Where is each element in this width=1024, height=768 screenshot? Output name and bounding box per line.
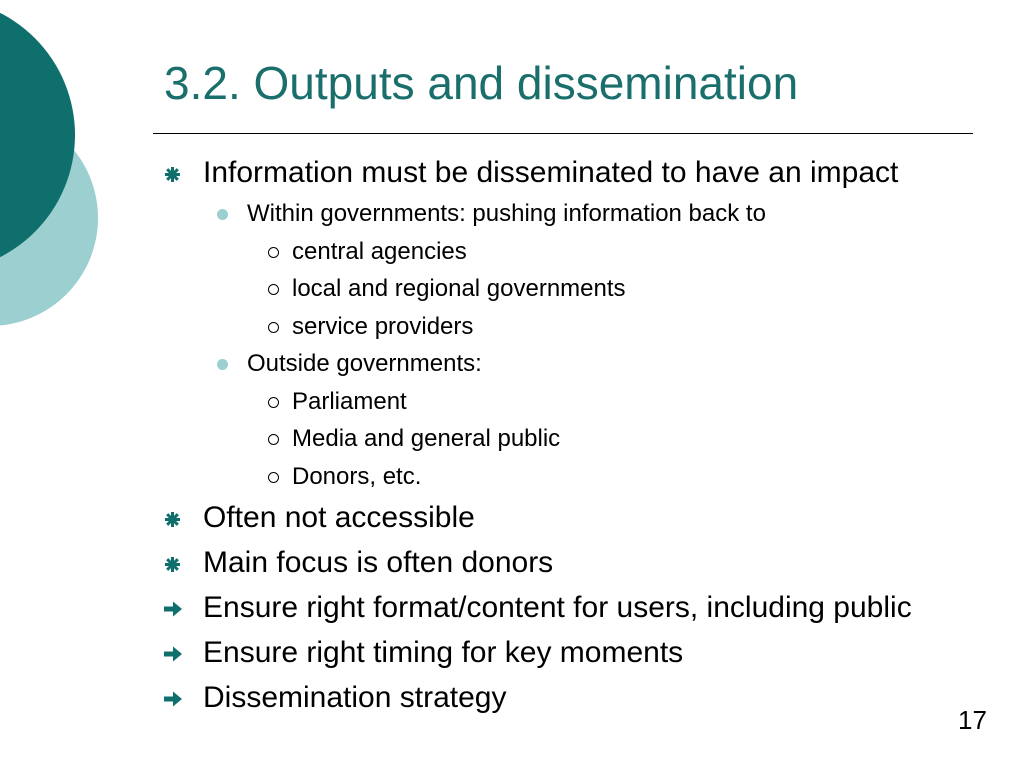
dot-bullet-icon xyxy=(217,359,228,370)
bullet-text: Often not accessible xyxy=(203,501,475,534)
title-divider xyxy=(153,133,973,134)
ring-bullet-icon xyxy=(268,434,279,445)
ring-bullet-icon xyxy=(268,247,279,258)
slide-title: 3.2. Outputs and dissemination xyxy=(164,57,799,109)
bullet-item xyxy=(292,274,626,304)
bullet-text: service providers xyxy=(292,313,474,340)
bullet-text: Within governments: pushing information back to xyxy=(247,200,766,227)
bullet-item xyxy=(247,349,482,379)
flower-bullet-icon xyxy=(165,167,180,182)
flower-bullet-icon xyxy=(165,512,180,527)
bullet-text: Outside governments: xyxy=(247,350,482,377)
bullet-text: central agencies xyxy=(292,238,467,265)
bullet-item xyxy=(292,312,473,342)
bullet-item xyxy=(292,237,467,267)
arrow-bullet-icon xyxy=(163,645,183,663)
bullet-text: Ensure right format/content for users, including public xyxy=(203,591,912,624)
ring-bullet-icon xyxy=(268,472,279,483)
arrow-bullet-icon xyxy=(163,690,183,708)
bullet-item xyxy=(292,387,407,417)
arrow-bullet-icon xyxy=(163,600,183,618)
ring-bullet-icon xyxy=(268,322,279,333)
bullet-item xyxy=(203,545,553,581)
bullet-text: local and regional governments xyxy=(292,275,626,302)
decorative-circles xyxy=(0,0,110,370)
bullet-text: Ensure right timing for key moments xyxy=(203,636,684,669)
bullet-item xyxy=(292,424,560,454)
bullet-text: Donors, etc. xyxy=(292,463,422,490)
bullet-item xyxy=(203,500,475,536)
bullet-item xyxy=(203,155,898,191)
bullet-item xyxy=(247,199,766,229)
bullet-item xyxy=(203,680,506,716)
bullet-text: Dissemination strategy xyxy=(203,681,507,714)
ring-bullet-icon xyxy=(268,284,279,295)
bullet-text: Parliament xyxy=(292,388,407,415)
bullet-text: Media and general public xyxy=(292,425,561,452)
dot-bullet-icon xyxy=(217,209,228,220)
bullet-text: Main focus is often donors xyxy=(203,546,554,579)
bullet-item xyxy=(292,462,421,492)
bullet-text: Information must be disseminated to have an impact xyxy=(203,156,899,189)
ring-bullet-icon xyxy=(268,397,279,408)
bullet-item xyxy=(203,590,912,626)
slide-number: 17 xyxy=(958,705,987,735)
flower-bullet-icon xyxy=(165,557,180,572)
bullet-item xyxy=(203,635,683,671)
